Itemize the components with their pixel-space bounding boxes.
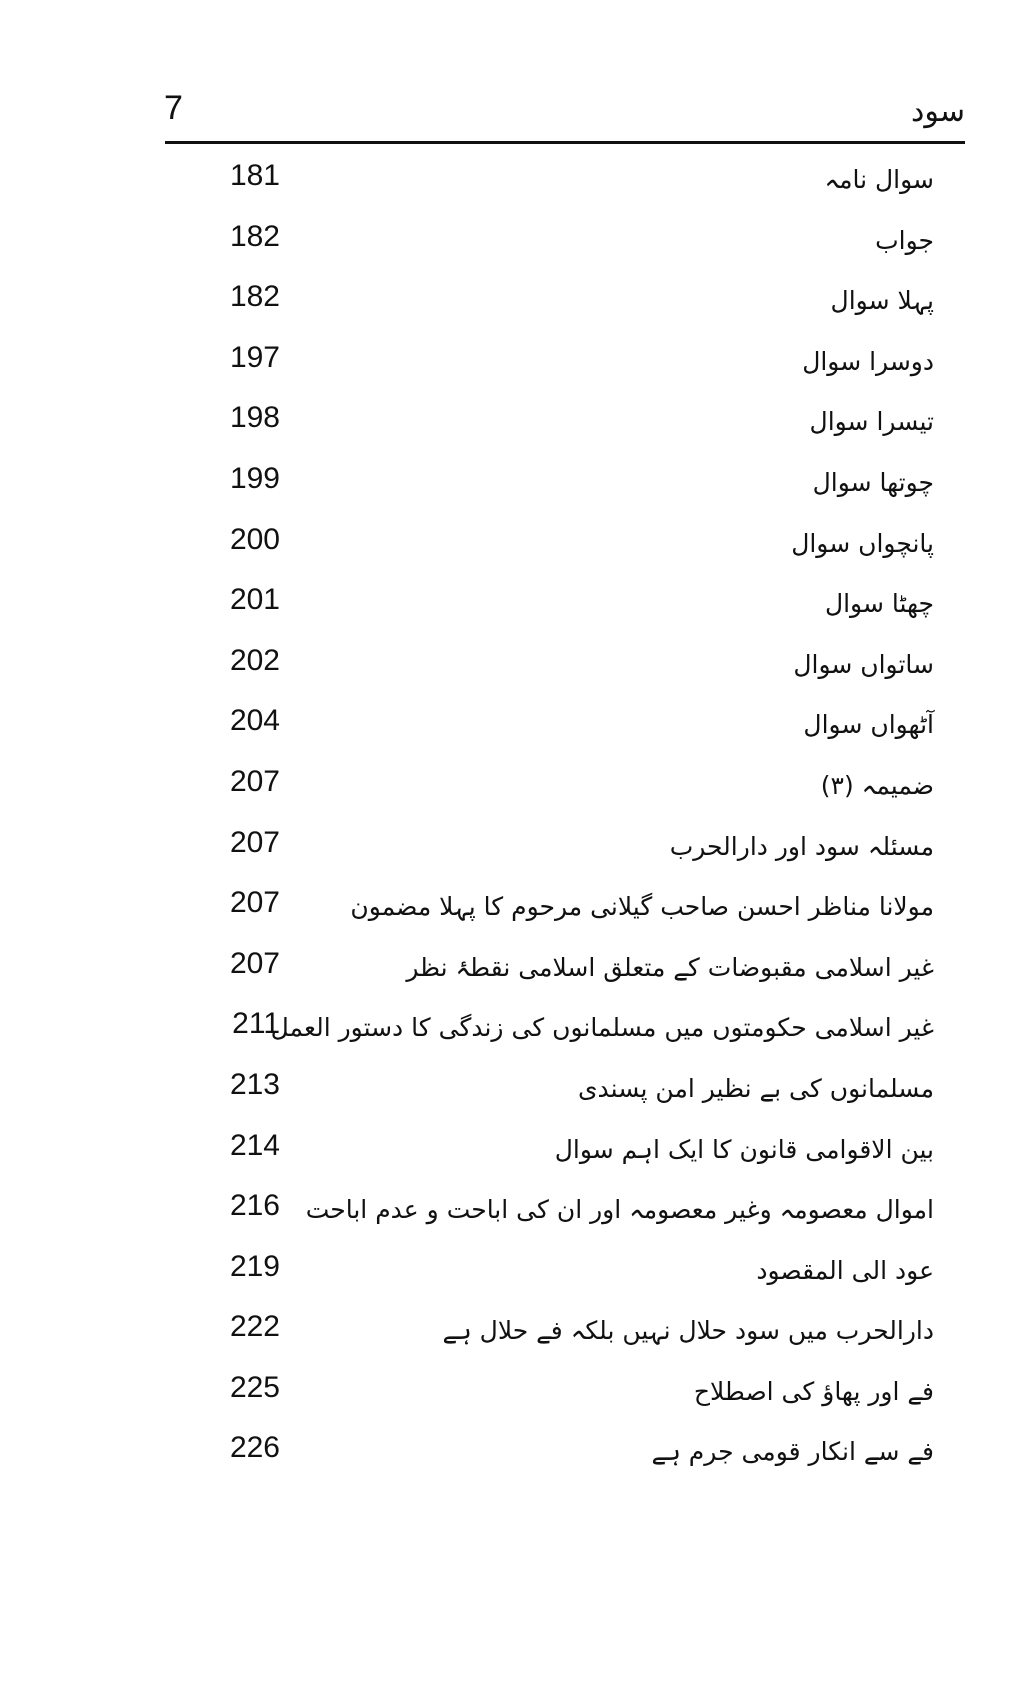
toc-page-number: 219 [229,1249,280,1283]
toc-entry [190,209,934,270]
toc-entry [190,1360,934,1421]
toc-page-number: 201 [229,583,280,617]
toc-entry [190,693,934,754]
toc-entry-title: فے اور پھاؤ کی اصطلاح [693,1376,934,1406]
toc-entry-title: چوتھا سوال [812,467,934,497]
toc-entry-title: تیسرا سوال [809,407,934,437]
toc-entry-title: دارالحرب میں سود حلال نہیں بلکہ فے حلال ہے [442,1316,934,1346]
header-rule [165,141,965,144]
toc-entry-title: فے سے انکار قومی جرم ہے [651,1437,934,1467]
toc-page-number: 200 [229,522,280,556]
toc-entry-title: غیر اسلامی مقبوضات کے متعلق اسلامی نقطۂ نظر [406,952,934,982]
toc-entry [190,754,934,815]
toc-page-number: 213 [229,1067,280,1101]
toc-entry [190,330,934,391]
toc-page-number: 181 [229,159,280,192]
toc-entry [190,1239,934,1300]
toc-entry [190,996,934,1057]
toc-entry [190,572,934,633]
toc-page-number: 225 [229,1370,280,1404]
toc-entry [190,1299,934,1360]
toc-page-number: 202 [229,643,280,677]
toc-entry-title: مسلمانوں کی بے نظیر امن پسندی [577,1073,934,1103]
toc-page-number: 222 [229,1310,280,1344]
toc-page-number: 199 [229,461,280,495]
toc-entry [190,269,934,330]
toc-page-number: 204 [229,704,280,738]
toc-entry-title: ضمیمہ (۳) [820,770,934,800]
toc-entry [190,1178,934,1239]
toc-entry-title: پہلا سوال [830,286,934,316]
toc-page-number: 207 [229,764,280,798]
toc-entry [190,1118,934,1179]
running-title: سود [911,94,965,129]
toc-page-number: 214 [229,1128,280,1162]
toc-page-number: 226 [229,1431,280,1465]
toc-entry [190,148,934,209]
toc-entry [190,1420,934,1481]
toc-entry-title: چھٹا سوال [824,589,934,619]
toc-page-number: 182 [229,219,280,253]
toc-entry [190,815,934,876]
table-of-contents [190,148,934,1481]
toc-entry-title: ساتواں سوال [793,649,934,679]
toc-entry [190,512,934,573]
toc-entry-title: اموال معصومہ وغیر معصومہ اور ان کی اباحت و عدم اباحت [305,1195,934,1225]
toc-page-number: 198 [229,401,280,435]
toc-entry [190,936,934,997]
toc-entry-title: دوسرا سوال [802,346,934,376]
toc-entry-title: مولانا مناظر احسن صاحب گیلانی مرحوم کا پہلا مضمون [350,892,934,922]
toc-page-number: 182 [229,280,280,314]
toc-entry [190,875,934,936]
toc-page-number: 207 [229,825,280,859]
toc-entry-title: مسئلہ سود اور دارالحرب [669,831,934,861]
toc-entry [190,633,934,694]
toc-entry-title: پانچواں سوال [791,528,934,558]
toc-page-number: 207 [229,886,280,920]
toc-entry-title: جواب [875,225,934,255]
toc-page-number: 197 [229,340,280,374]
toc-entry [190,1057,934,1118]
toc-entry-title: غیر اسلامی حکومتوں میں مسلمانوں کی زندگی کا دستور العمل [270,1013,934,1043]
toc-entry-title: عود الی المقصود [756,1255,934,1285]
toc-entry-title: بین الاقوامی قانون کا ایک اہم سوال [554,1134,934,1164]
toc-entry [190,451,934,512]
toc-page-number: 216 [229,1189,280,1223]
toc-entry-title: سوال نامہ [824,165,934,194]
page-number: 7 [164,89,183,127]
toc-page-number: 207 [229,946,280,980]
toc-entry [190,390,934,451]
toc-entry-title: آٹھواں سوال [803,710,934,740]
toc-page-number: 211 [232,1007,280,1041]
